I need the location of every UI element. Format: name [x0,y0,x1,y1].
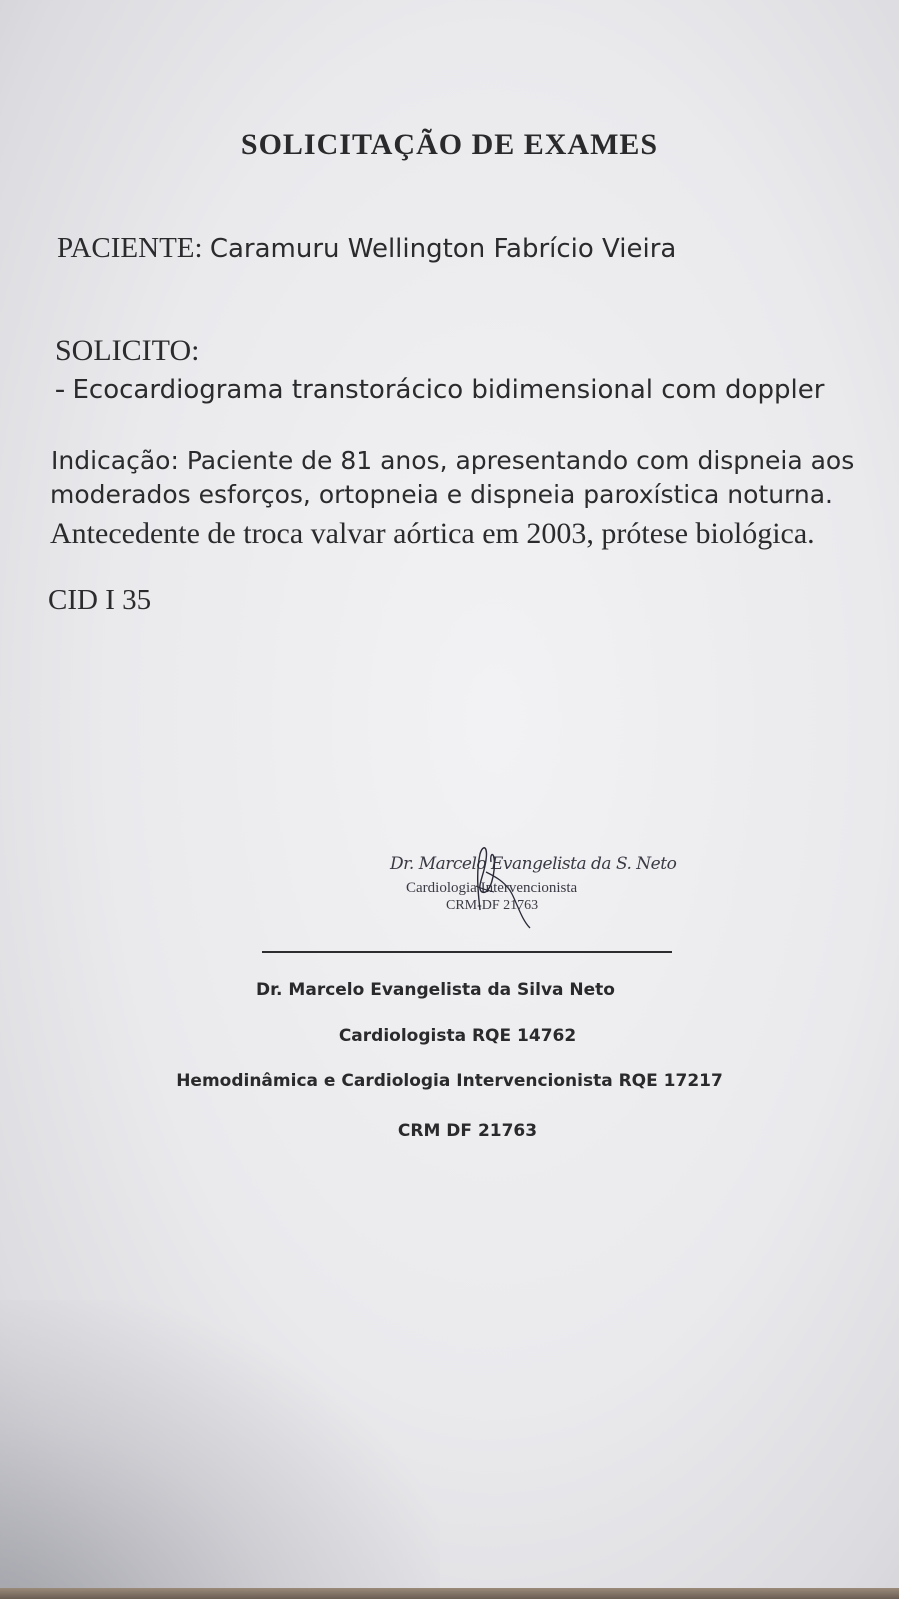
signature-line [262,951,672,953]
indication-line-3: Antecedente de troca valvar aórtica em 2003, prótese biológica. [50,517,815,550]
exam-name: Ecocardiograma transtorácico bidimensional com doppler [72,375,825,405]
indication-line-1: Indicação: Paciente de 81 anos, apresentando com dispneia aos [51,446,855,475]
document-title: SOLICITAÇÃO DE EXAMES [240,128,659,161]
stamp-name: Dr. Marcelo Evangelista da S. Neto [390,854,677,874]
doctor-specialty-2: Hemodinâmica e Cardiologia Intervencionista RQE 17217 [176,1071,723,1091]
patient-label: PACIENTE: [57,232,203,264]
exam-line [55,372,824,406]
patient-name: Caramuru Wellington Fabrício Vieira [209,234,677,264]
doctor-name: Dr. Marcelo Evangelista da Silva Neto [255,980,615,1000]
patient-line [57,232,676,265]
doctor-stamp [380,850,677,930]
request-label: SOLICITO: [55,334,200,367]
paper-shadow [0,1300,440,1599]
doctor-specialty-1: Cardiologista RQE 14762 [338,1026,577,1046]
stamp-crm: CRM-DF 21763 [446,898,539,913]
doctor-crm: CRM DF 21763 [397,1121,538,1141]
exam-prefix: - [55,372,65,405]
indication-line-2: moderados esforços, ortopneia e dispneia paroxística noturna. [50,480,833,509]
cid-code: CID I 35 [48,584,152,616]
handwritten-signature [450,832,570,932]
stamp-specialty: Cardiologia Intervencionista [406,880,578,896]
desk-edge [0,1588,899,1599]
